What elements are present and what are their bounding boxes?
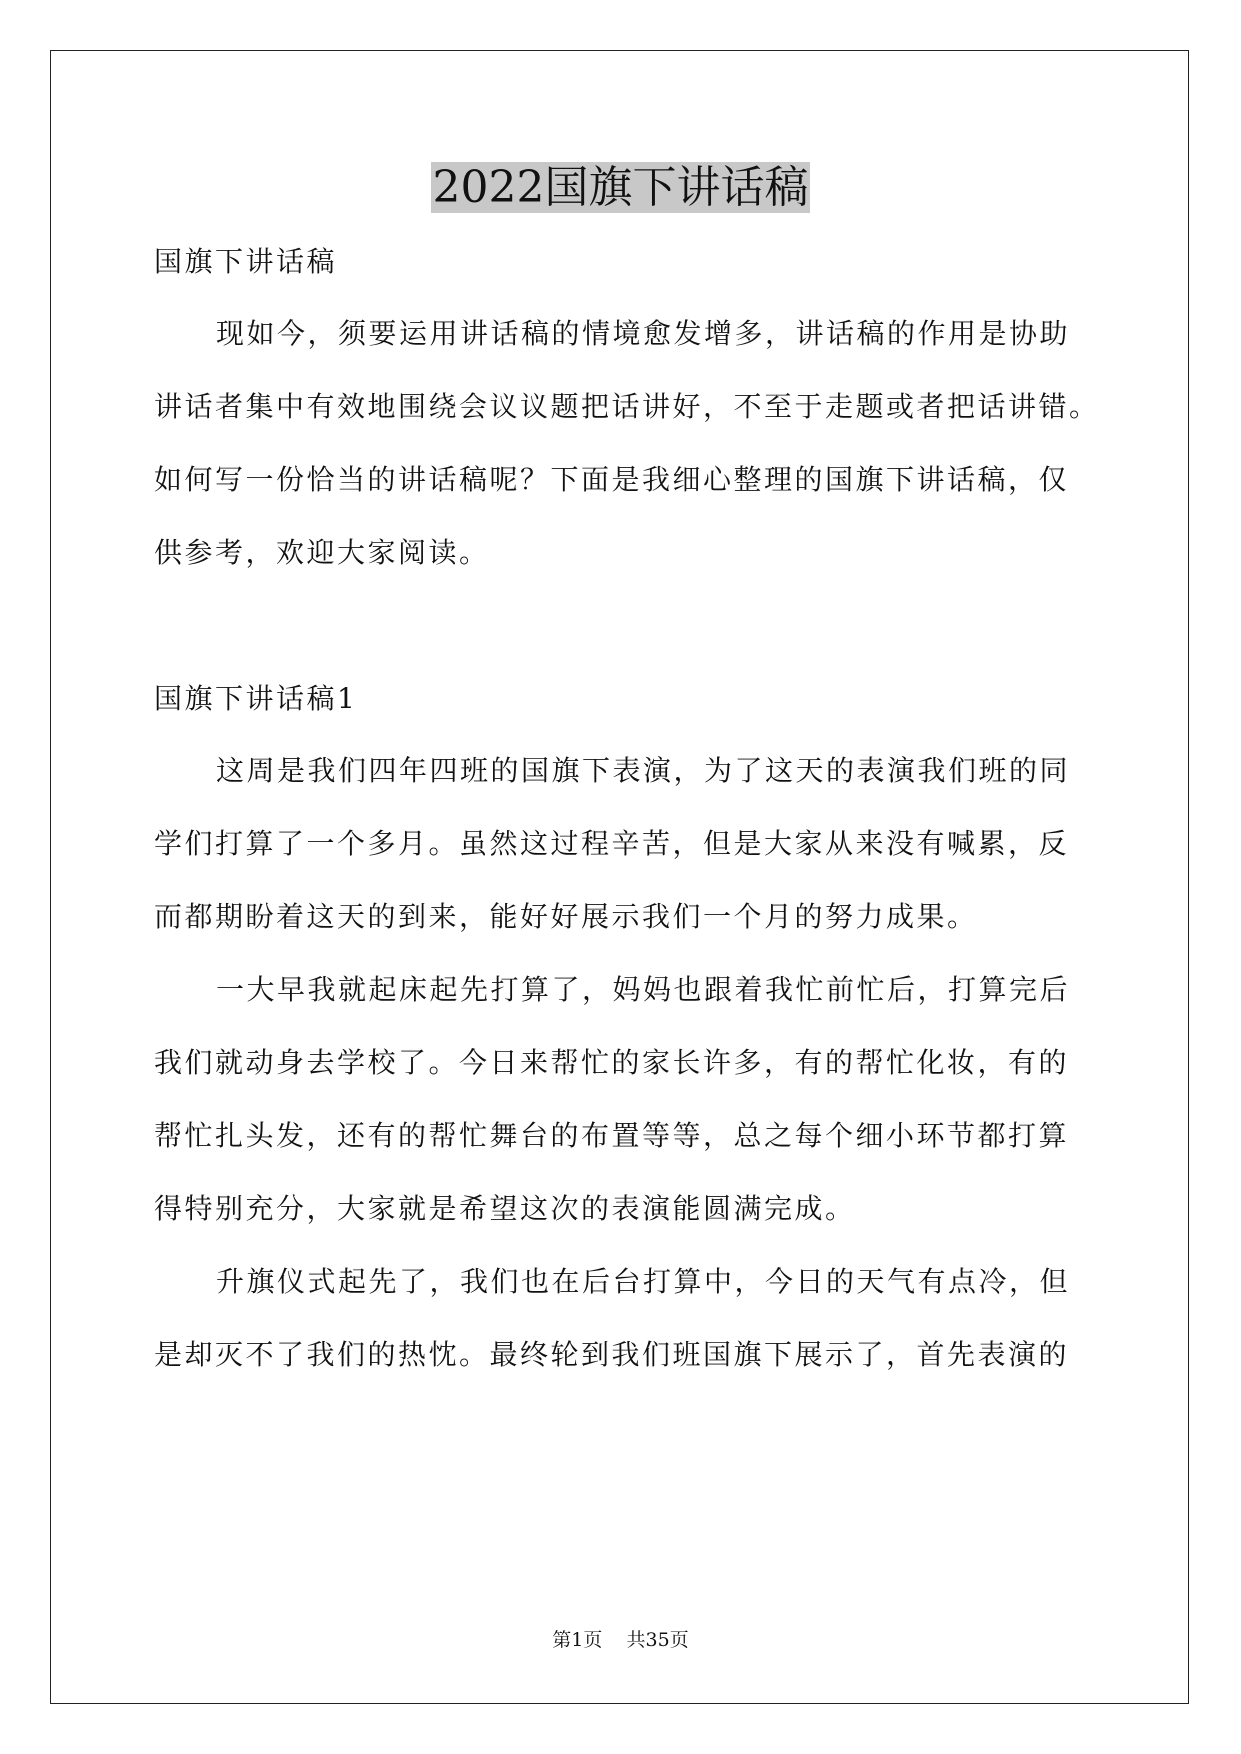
footer-spacer [602,1629,626,1651]
section1-p2-line: 得特别充分，大家就是希望这次的表演能圆满完成。 [154,1192,856,1225]
section1-p1-line: 学们打算了一个多月。虽然这过程辛苦，但是大家从来没有喊累，反 [154,827,1070,860]
document-title-text: 2022国旗下讲话稿 [432,162,809,213]
intro-line: 现如今，须要运用讲话稿的情境愈发增多，讲话稿的作用是协助 [216,317,1071,350]
section1-p2-line: 帮忙扎头发，还有的帮忙舞台的布置等等，总之每个细小环节都打算 [154,1119,1070,1152]
section1-p3-line: 是却灭不了我们的热忱。最终轮到我们班国旗下展示了，首先表演的 [154,1338,1070,1371]
page-footer [0,1628,1241,1652]
section1-p1-line: 而都期盼着这天的到来，能好好展示我们一个月的努力成果。 [154,900,978,933]
intro-line: 供参考，欢迎大家阅读。 [154,536,490,569]
intro-heading: 国旗下讲话稿 [154,245,338,278]
document-body [154,242,1100,1375]
section1-p2-line: 一大早我就起床起先打算了，妈妈也跟着我忙前忙后，打算完后 [216,973,1071,1006]
page-number: 第1页 [552,1629,603,1651]
intro-line: 如何写一份恰当的讲话稿呢？下面是我细心整理的国旗下讲话稿，仅 [154,463,1070,496]
section1-p2-line: 我们就动身去学校了。今日来帮忙的家长许多，有的帮忙化妆，有的 [154,1046,1070,1079]
document-title [0,157,1241,219]
page-total: 共35页 [626,1629,689,1651]
intro-line: 讲话者集中有效地围绕会议议题把话讲好，不至于走题或者把话讲错。 [154,390,1100,423]
section1-p3-line: 升旗仪式起先了，我们也在后台打算中，今日的天气有点冷，但 [216,1265,1071,1298]
section1-p1-line: 这周是我们四年四班的国旗下表演，为了这天的表演我们班的同 [216,754,1071,787]
section1-heading: 国旗下讲话稿1 [154,682,358,715]
